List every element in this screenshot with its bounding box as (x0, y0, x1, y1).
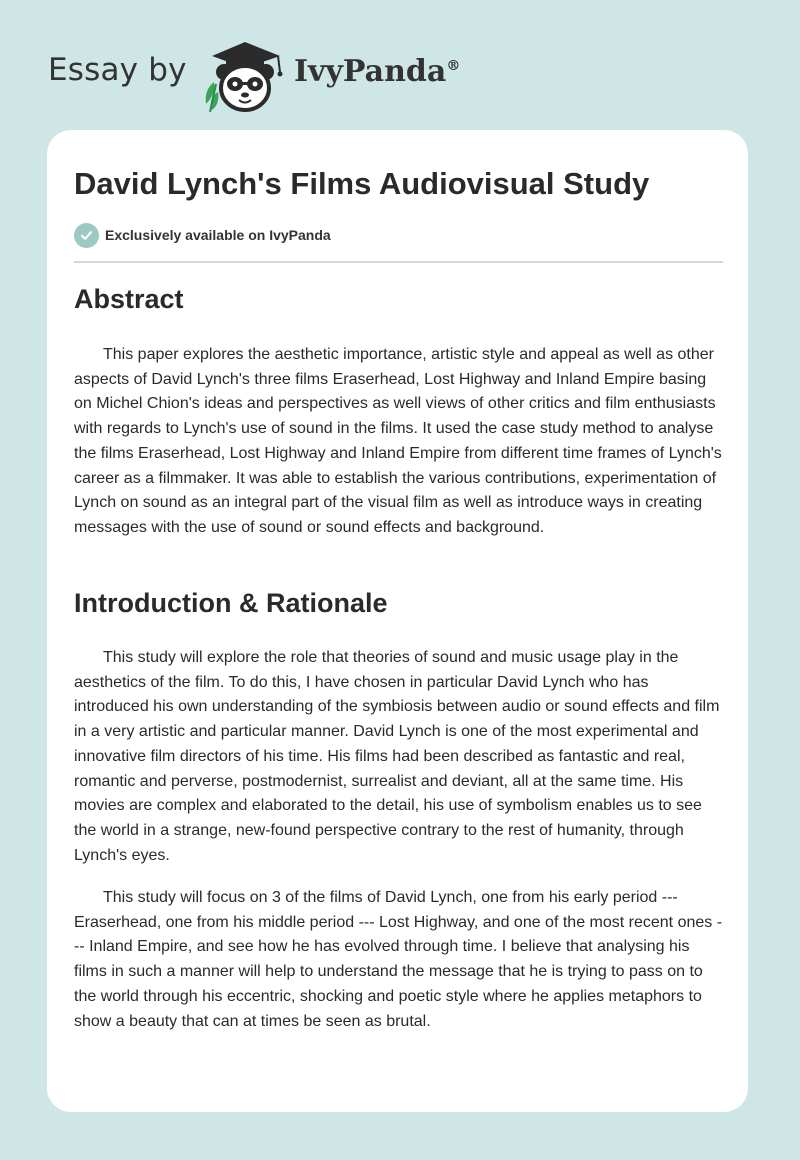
panda-graduate-icon (200, 34, 290, 114)
exclusive-badge (74, 222, 331, 248)
registered-mark: ® (446, 58, 461, 74)
section-heading-introduction: Introduction & Rationale (74, 588, 388, 618)
exclusive-label: Exclusively available on IvyPanda (105, 227, 331, 243)
section-heading-abstract: Abstract (74, 284, 184, 314)
brand-prefix: Essay by (48, 52, 187, 88)
essay-card (47, 130, 748, 1112)
introduction-paragraph-1: This study will explore the role that theories of sound and music usage play in the aesthetics of the film. To do this, I have chosen in particular David Lynch who has introduced his own understanding of the symbiosis between audio or sound effects and film in a very artistic and particular manner. David Lynch is one of the most experimental and innovative film directors of his time. His films had been described as fantastic and real, romantic and perverse, postmodernist, surrealist and deviant, all at the same time. His movies are complex and elaborated to the detail, his use of symbolism enables us to see the world in a strange, new-found perspective contrary to the rest of humanity, through Lynch's eyes. (74, 649, 720, 864)
check-circle-icon (74, 223, 99, 248)
abstract-paragraph: This paper explores the aesthetic importance, artistic style and appeal as well as other aspects of David Lynch's three films Eraserhead, Lost Highway and Inland Empire basing on Michel Chion's ideas and perspectives as well views of other critics and film enthusiasts with regards to Lynch's use of sound in the films. It used the case study method to analyse the films Eraserhead, Lost Highway and Inland Empire from different time frames of Lynch's career as a filmmaker. It was able to establish the various contributions, experimentation of Lynch on sound as an integral part of the visual film as well as introduce ways in creating messages with the use of sound or sound effects and background. (74, 346, 722, 536)
divider (74, 261, 723, 263)
brand-name: IvyPanda® (294, 54, 461, 89)
brand-header[interactable] (48, 34, 468, 114)
essay-title: David Lynch's Films Audiovisual Study (74, 166, 650, 201)
introduction-paragraph-2: This study will focus on 3 of the films of David Lynch, one from his early period --- Eraserhead, one from his middle period --- Lost Highway, and one of the most recent ones --- Inland Empire, and see how he has evolved through time. I believe that analysing his films in such a manner will help to understand the message that he is trying to pass on to the world through his eccentric, shocking and poetic style where he applies metaphors to show a beauty that can at times be seen as brutal. (74, 889, 723, 1030)
